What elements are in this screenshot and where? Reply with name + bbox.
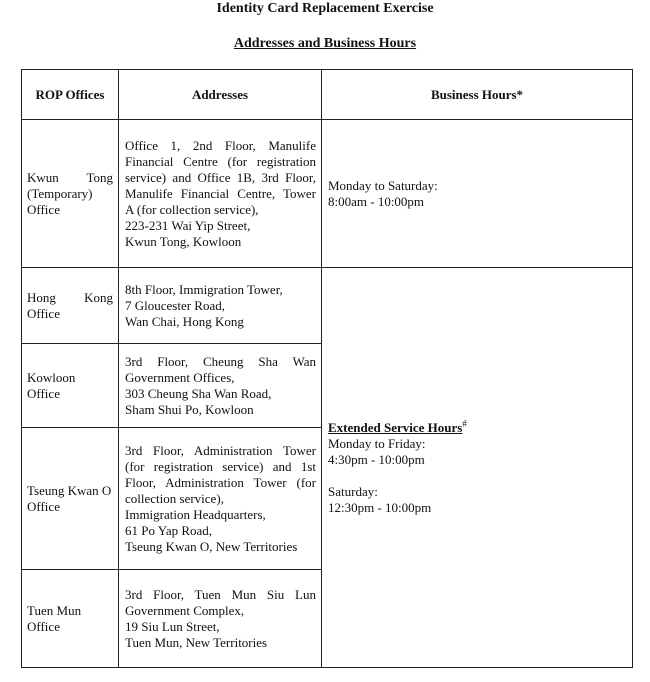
header-rop-offices: ROP Offices — [22, 70, 119, 120]
address-line: Sham Shui Po, Kowloon — [125, 401, 254, 417]
address-line: 3rd Floor, Administration Tower — [125, 442, 316, 458]
office-name-line: Office — [27, 201, 60, 217]
address-cell — [119, 120, 322, 268]
address-line: collection service), — [125, 490, 224, 506]
regular-hours-days: Monday to Saturday: — [328, 177, 438, 193]
address-line: Tuen Mun, New Territories — [125, 634, 268, 650]
office-name-line: Office — [27, 498, 60, 514]
address-line: Wan Chai, Hong Kong — [125, 313, 244, 329]
spacer — [328, 468, 627, 484]
table-row — [22, 120, 633, 268]
extended-weekday-hours: 4:30pm - 10:00pm — [328, 451, 425, 467]
address-line: Floor, Administration Tower (for — [125, 474, 316, 490]
office-name-line: Office — [27, 305, 60, 321]
address-line: (for registration service) and 1st — [125, 458, 316, 474]
offices-table — [21, 69, 633, 668]
extended-hours-heading — [328, 420, 627, 436]
regular-hours-cell — [322, 120, 633, 268]
office-name-line: Hong Kong — [27, 289, 113, 305]
office-name-cell — [22, 268, 119, 344]
office-name-line: Tuen Mun — [27, 602, 82, 618]
extended-hours-cell — [322, 268, 633, 668]
address-cell — [119, 344, 322, 428]
address-line: Manulife Financial Centre, Tower — [125, 185, 316, 201]
address-line: 8th Floor, Immigration Tower, — [125, 281, 283, 297]
address-line: Office 1, 2nd Floor, Manulife — [125, 137, 316, 153]
address-line: 3rd Floor, Cheung Sha Wan — [125, 353, 316, 369]
extended-saturday-hours: 12:30pm - 10:00pm — [328, 499, 432, 515]
address-line: service) and Office 1B, 3rd Floor, — [125, 169, 316, 185]
office-name-cell — [22, 120, 119, 268]
office-name-line: Office — [27, 618, 60, 634]
address-line: A (for collection service), — [125, 201, 259, 217]
office-name-line: Kwun Tong — [27, 169, 113, 185]
document-title: Identity Card Replacement Exercise — [216, 1, 434, 16]
extended-saturday-label: Saturday: — [328, 483, 378, 499]
address-line: Government Complex, — [125, 602, 245, 618]
table-header-row — [22, 70, 633, 120]
office-name-line: Office — [27, 385, 60, 401]
address-cell — [119, 268, 322, 344]
address-line: 61 Po Yap Road, — [125, 522, 213, 538]
office-name-line: Tseung Kwan O — [27, 482, 112, 498]
extended-hours-title: Extended Service Hours — [328, 419, 463, 435]
office-name-cell — [22, 428, 119, 570]
address-line: Tseung Kwan O, New Territories — [125, 538, 298, 554]
address-cell — [119, 570, 322, 668]
address-line: Financial Centre (for registration — [125, 153, 316, 169]
table-row — [22, 268, 633, 344]
address-line: Kwun Tong, Kowloon — [125, 233, 242, 249]
address-line: 19 Siu Lun Street, — [125, 618, 220, 634]
office-name-cell — [22, 344, 119, 428]
address-cell — [119, 428, 322, 570]
header-business-hours: Business Hours* — [322, 70, 633, 120]
address-line: Immigration Headquarters, — [125, 506, 266, 522]
extended-weekday-label: Monday to Friday: — [328, 435, 426, 451]
address-line: 223-231 Wai Yip Street, — [125, 217, 251, 233]
regular-hours-time: 8:00am - 10:00pm — [328, 193, 425, 209]
document-subtitle — [0, 36, 650, 52]
office-name-cell — [22, 570, 119, 668]
office-name-line: (Temporary) — [27, 185, 93, 201]
address-line: Government Offices, — [125, 369, 235, 385]
document-subtitle-text: Addresses and Business Hours — [233, 36, 417, 51]
extended-hours-mark: # — [462, 418, 467, 429]
address-line: 3rd Floor, Tuen Mun Siu Lun — [125, 586, 316, 602]
address-line: 303 Cheung Sha Wan Road, — [125, 385, 272, 401]
address-line: 7 Gloucester Road, — [125, 297, 226, 313]
header-addresses: Addresses — [119, 70, 322, 120]
office-name-line: Kowloon — [27, 369, 76, 385]
